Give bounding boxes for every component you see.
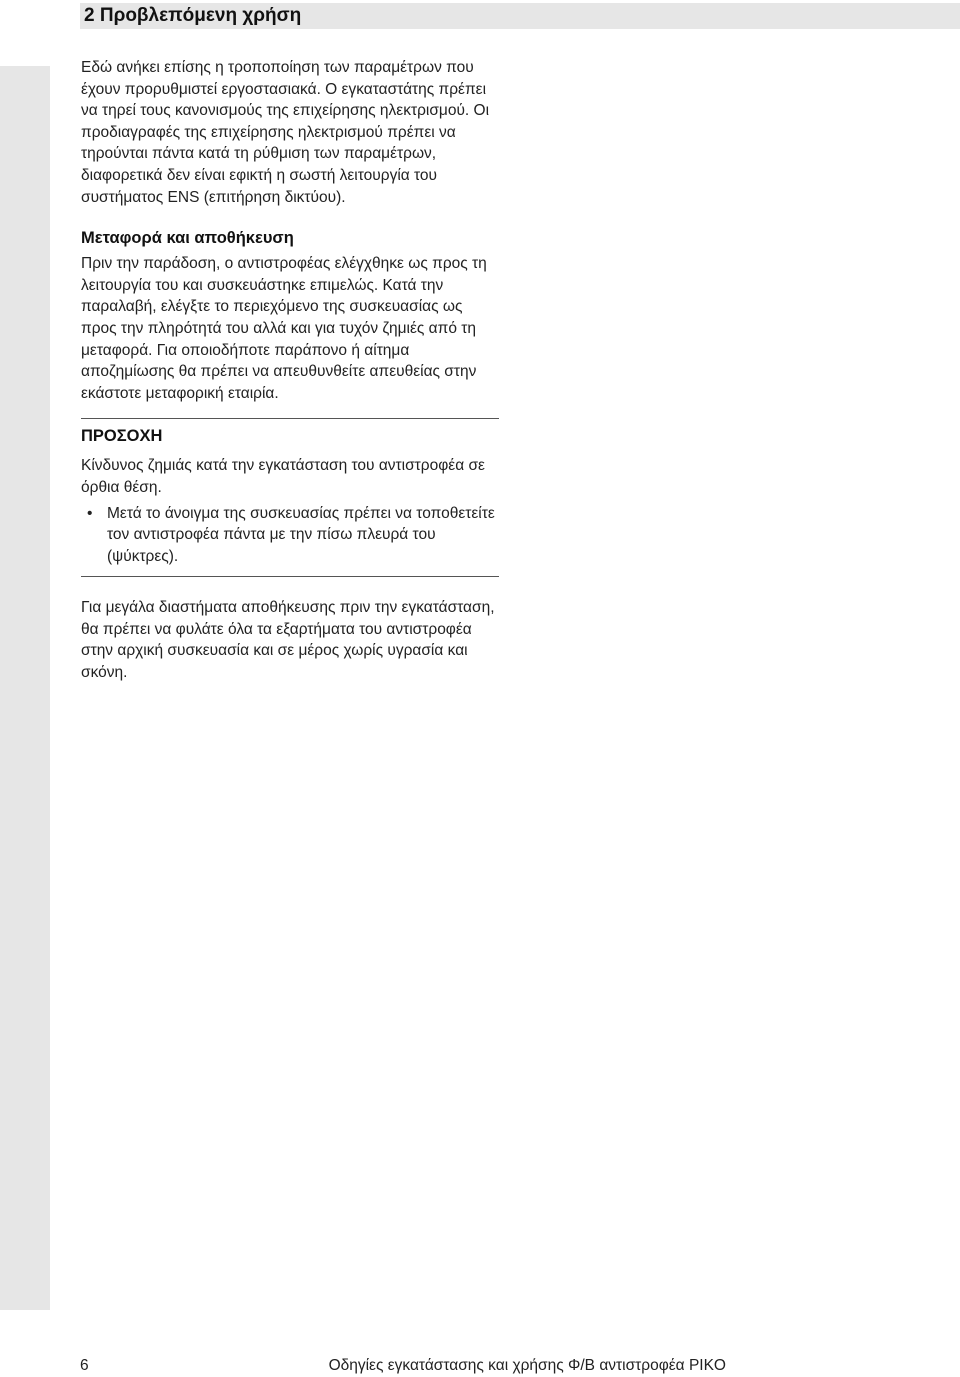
caution-bullet-item xyxy=(81,503,501,568)
caution-paragraph: Κίνδυνος ζημιάς κατά την εγκατάσταση του αντιστροφέα σε όρθια θέση. xyxy=(81,457,485,496)
chapter-header-bar xyxy=(80,3,960,29)
caution-heading: ΠΡΟΣΟΧΗ xyxy=(81,427,163,446)
page-number: 6 xyxy=(80,1357,89,1374)
bullet-icon: • xyxy=(87,504,93,522)
main-content xyxy=(81,57,501,684)
storage-paragraph: Για μεγάλα διαστήματα αποθήκευσης πριν την εγκατάσταση, θα πρέπει να φυλάτε όλα τα εξαρτήματα του αντιστροφέα στην αρχική συσκευασία και σε μέρος χωρίς υγρασία και σκόνη. xyxy=(81,599,495,682)
intro-paragraph: Εδώ ανήκει επίσης η τροποποίηση των παραμέτρων που έχουν προρυθμιστεί εργοστασιακά. Ο εγκαταστάτης πρέπει να τηρεί τους κανονισμούς της επιχείρησης ηλεκτρισμού. Οι προδιαγραφές της επιχείρησης ηλεκτρισμού πρέπει να τηρούνται πάντα κατά τη ρύθμιση των παραμέτρων, διαφορετικά δεν είναι εφικτή η σωστή λειτουργία του συστήματος ENS (επιτήρηση δικτύου). xyxy=(81,59,490,206)
footer-document-title: Οδηγίες εγκατάστασης και χρήσης Φ/Β αντιστροφέα PIKO xyxy=(328,1357,726,1374)
transport-paragraph: Πριν την παράδοση, ο αντιστροφέας ελέγχθηκε ως προς τη λειτουργία του και συσκευάστηκε επιμελώς. Κατά την παραλαβή, ελέγξτε το περιεχόμενο της συσκευασίας ως προς την πληρότητά του αλλά και για τυχόν ζημιές από τη μεταφορά. Για οποιοδήποτε παράπονο ή αίτημα αποζημίωσης θα πρέπει να απευθυνθείτε απευθείας στην εκάστοτε μεταφορική εταιρία. xyxy=(81,255,487,402)
transport-heading: Μεταφορά και αποθήκευση xyxy=(81,229,294,248)
caution-bullet-text: Μετά το άνοιγμα της συσκευασίας πρέπει να τοποθετείτε τον αντιστροφέα πάντα με την πίσω πλευρά του (ψύκτρες). xyxy=(107,504,495,565)
chapter-title: 2 Προβλεπόμενη χρήση xyxy=(84,5,302,26)
side-margin-strip xyxy=(0,66,50,1310)
